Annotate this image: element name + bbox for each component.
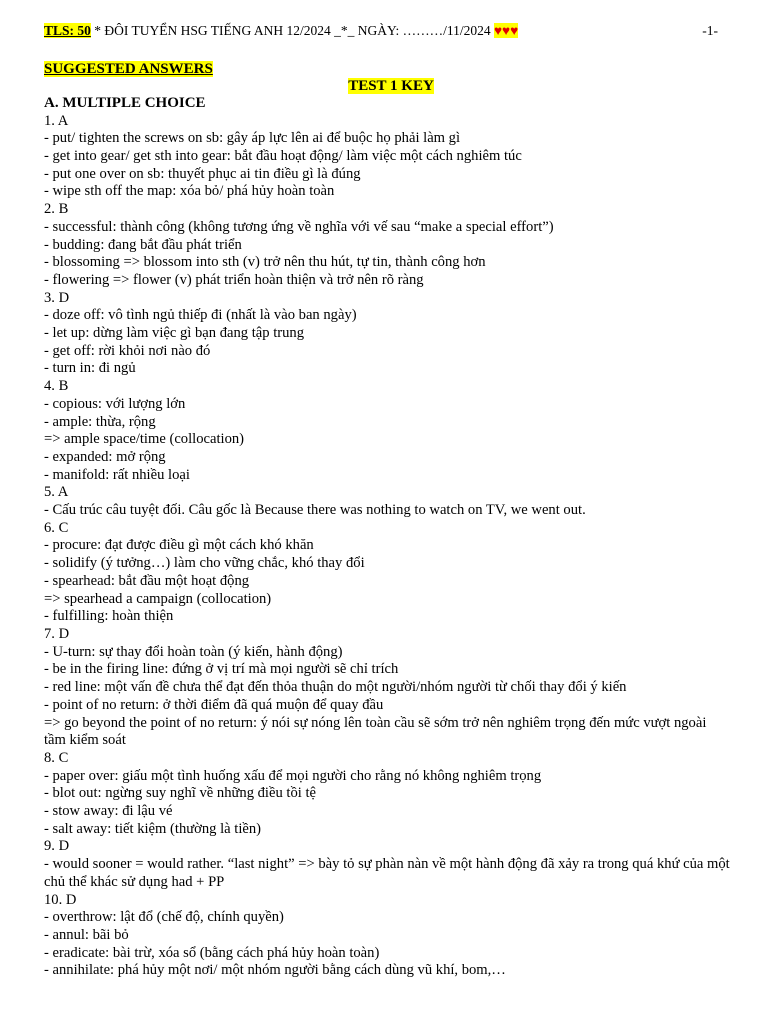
- answer-line: - put/ tighten the screws on sb: gây áp lực lên ai để buộc họ phải làm gì: [44, 130, 461, 147]
- test-key-title: TEST 1 KEY: [348, 78, 434, 94]
- answer-line: => go beyond the point of no return: ý nói sự nóng lên toàn cầu sẽ sớm trở nên nghiêm trọng đến mức vượt ngoài tầm kiểm soát: [44, 714, 707, 749]
- answer-line: - let up: dừng làm việc gì bạn đang tập trung: [44, 325, 304, 342]
- answer-line: 8. C: [44, 749, 69, 766]
- answer-line: => ample space/time (collocation): [44, 431, 245, 448]
- answer-line: 10. D: [44, 891, 77, 908]
- answer-line: - blot out: ngừng suy nghĩ về những điều tồi tệ: [44, 785, 317, 802]
- answer-line: - doze off: vô tình ngủ thiếp đi (nhất là vào ban ngày): [44, 307, 357, 324]
- answer-line: - expanded: mở rộng: [44, 448, 166, 465]
- answer-line: - paper over: giấu một tình huống xấu để mọi người cho rằng nó không nghiêm trọng: [44, 767, 542, 784]
- answer-line: - be in the firing line: đứng ở vị trí mà mọi người sẽ chỉ trích: [44, 661, 399, 678]
- page-header: [44, 21, 730, 41]
- answer-line: 1. A: [44, 112, 69, 129]
- answer-line: - U-turn: sự thay đổi hoàn toàn (ý kiến, hành động): [44, 643, 343, 660]
- answer-line: - get off: rời khỏi nơi nào đó: [44, 342, 211, 359]
- answer-line: - ample: thừa, rộng: [44, 413, 156, 430]
- answer-line: - would sooner = would rather. “last night” => bày tỏ sự phàn nàn về một hành động đã xảy ra trong quá khứ của một chủ thể khác sử dụng had + PP: [44, 856, 730, 890]
- answer-line: - budding: đang bắt đầu phát triển: [44, 236, 242, 253]
- answer-line: 2. B: [44, 201, 69, 218]
- answer-line: - get into gear/ get sth into gear: bắt đầu hoạt động/ làm việc một cách nghiêm túc: [44, 148, 522, 164]
- header-title: * ĐÔI TUYỂN HSG TIẾNG ANH 12/2024 _*_ NGÀY: ………/11/2024: [90, 23, 495, 38]
- answer-line: - solidify (ý tưởng…) làm cho vững chắc, khó thay đổi: [44, 555, 365, 572]
- answer-line: - point of no return: ở thời điểm đã quá muộn để quay đầu: [44, 696, 384, 713]
- answer-line: - put one over on sb: thuyết phục ai tin điều gì là đúng: [44, 165, 361, 182]
- answer-line: 4. B: [44, 378, 69, 395]
- answer-line: - fulfilling: hoàn thiện: [44, 608, 174, 625]
- answer-line: - copious: với lượng lớn: [44, 395, 186, 412]
- answer-line: - manifold: rất nhiều loại: [44, 466, 190, 483]
- answer-line: 7. D: [44, 625, 70, 642]
- answer-line: - overthrow: lật đổ (chế độ, chính quyền): [44, 909, 284, 926]
- answer-line: => spearhead a campaign (collocation): [44, 590, 272, 607]
- answer-line: - stow away: đi lậu vé: [44, 803, 173, 820]
- answer-line: - annul: bãi bỏ: [44, 926, 129, 943]
- answer-line: 9. D: [44, 838, 70, 855]
- answer-line: - Cấu trúc câu tuyệt đối. Câu gốc là Because there was nothing to watch on TV, we went out.: [44, 502, 586, 519]
- answer-line: - blossoming => blossom into sth (v) trở nên thu hút, tự tin, thành công hơn: [44, 254, 486, 271]
- answer-line: 5. A: [44, 484, 69, 501]
- answer-line: - turn in: đi ngủ: [44, 360, 136, 377]
- tls-label: TLS: 50: [44, 23, 91, 38]
- answer-line: 3. D: [44, 289, 70, 306]
- answer-line: - salt away: tiết kiệm (thường là tiền): [44, 820, 262, 837]
- suggested-answers-heading: SUGGESTED ANSWERS: [44, 61, 213, 77]
- document-page: [44, 21, 730, 980]
- section-title: A. MULTIPLE CHOICE: [44, 95, 206, 111]
- hearts-icon: ♥♥♥: [494, 23, 519, 38]
- page-number: -1-: [702, 23, 718, 38]
- answer-line: - eradicate: bài trừ, xóa sổ (bằng cách phá hủy hoàn toàn): [44, 944, 380, 961]
- answer-list: [44, 113, 730, 980]
- answer-line: - flowering => flower (v) phát triển hoàn thiện và trở nên rõ ràng: [44, 271, 424, 288]
- answer-line: - successful: thành công (không tương ứng về nghĩa với vế sau “make a special effort”): [44, 218, 554, 235]
- answer-line: - annihilate: phá hủy một nơi/ một nhóm người bằng cách dùng vũ khí, bom,…: [44, 962, 506, 979]
- answer-line: - procure: đạt được điều gì một cách khó khăn: [44, 537, 314, 554]
- answer-line: - red line: một vấn đề chưa thể đạt đến thỏa thuận do một người/nhóm người từ chối thay đổi ý kiến: [44, 679, 627, 696]
- answer-line: 6. C: [44, 519, 69, 536]
- answer-line: - spearhead: bắt đầu một hoạt động: [44, 572, 250, 589]
- answer-line: - wipe sth off the map: xóa bỏ/ phá hủy hoàn toàn: [44, 183, 335, 200]
